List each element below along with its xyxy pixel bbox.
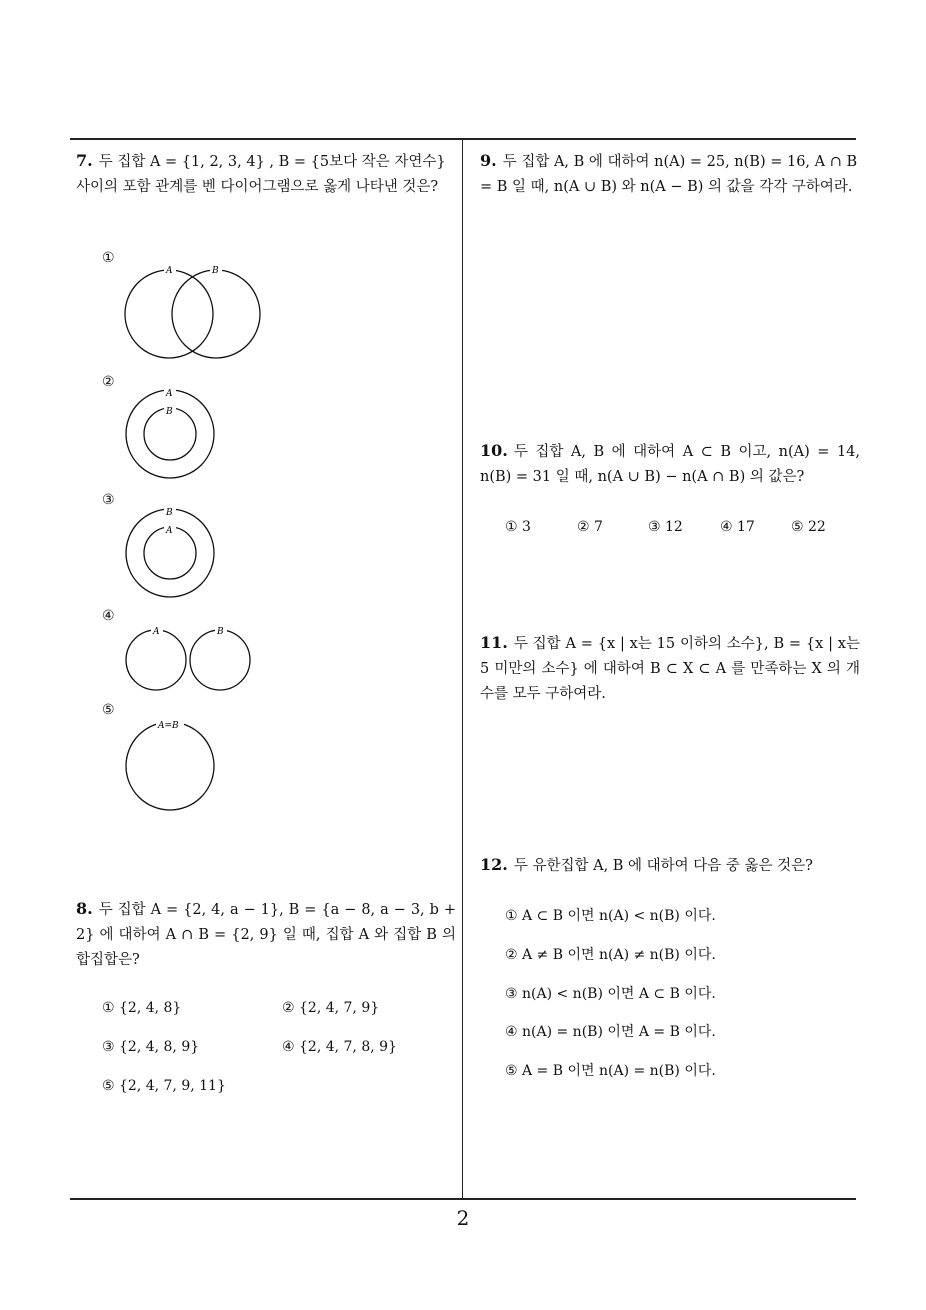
venn-label-b: B <box>217 627 224 637</box>
q7-option-5-venn <box>118 716 228 816</box>
venn-label-a: A <box>166 266 173 276</box>
question-8 <box>76 896 456 973</box>
q12-option-2[interactable]: ② A ≠ B 이면 n(A) ≠ n(B) 이다. <box>505 947 716 963</box>
q8-option-2[interactable]: ② {2, 4, 7, 9} <box>282 1000 380 1016</box>
question-11-text: 두 집합 A = {x | x는 15 이하의 소수}, B = {x | x는 5 미만의 소수} 에 대하여 B ⊂ X ⊂ A 를 만족하는 X 의 개수를 모두 구하여라. <box>480 636 860 702</box>
q7-option-2-mark[interactable]: ② <box>102 374 115 390</box>
question-12 <box>480 852 860 879</box>
q7-option-1-mark[interactable]: ① <box>102 250 115 266</box>
question-10-text: 두 집합 A, B 에 대하여 A ⊂ B 이고, n(A) = 14, n(B) = 31 일 때, n(A ∪ B) − n(A ∩ B) 의 값은? <box>480 444 860 485</box>
question-7-text: 두 집합 A = {1, 2, 3, 4} , B = {5보다 작은 자연수} 사이의 포함 관계를 벤 다이어그램으로 옳게 나타낸 것은? <box>76 154 446 195</box>
q7-option-2-venn <box>118 384 228 484</box>
venn-circle-b <box>126 509 214 597</box>
q12-option-4[interactable]: ④ n(A) = n(B) 이면 A = B 이다. <box>505 1024 716 1040</box>
q10-option-2[interactable]: ② 7 <box>577 519 603 535</box>
venn-circle-b <box>190 630 250 690</box>
q7-option-3-venn <box>118 503 228 603</box>
question-8-text: 두 집합 A = {2, 4, a − 1}, B = {a − 8, a − 3, b + 2} 에 대하여 A ∩ B = {2, 9} 일 때, 집합 A 와 집합 B 의 합집합은? <box>76 902 456 968</box>
venn-label-a: A <box>166 389 173 399</box>
question-9-number: 9. <box>480 151 497 170</box>
venn-label-b: B <box>212 266 219 276</box>
q10-option-4[interactable]: ④ 17 <box>720 519 755 535</box>
q8-option-4[interactable]: ④ {2, 4, 7, 8, 9} <box>282 1039 397 1055</box>
question-9-text: 두 집합 A, B 에 대하여 n(A) = 25, n(B) = 16, A ∩ B = B 일 때, n(A ∪ B) 와 n(A − B) 의 값을 각각 구하여라. <box>480 154 858 195</box>
venn-circle-equal <box>126 722 214 810</box>
q7-option-1-venn <box>118 262 268 362</box>
q7-option-4-venn <box>118 622 258 697</box>
q12-option-1[interactable]: ① A ⊂ B 이면 n(A) < n(B) 이다. <box>505 908 716 924</box>
q12-option-3[interactable]: ③ n(A) < n(B) 이면 A ⊂ B 이다. <box>505 986 716 1002</box>
venn-circle-a <box>126 390 214 478</box>
question-7 <box>76 148 456 200</box>
venn-circle-a <box>126 630 186 690</box>
q12-option-5[interactable]: ⑤ A = B 이면 n(A) = n(B) 이다. <box>505 1063 716 1079</box>
q7-option-4-mark[interactable]: ④ <box>102 608 115 624</box>
question-12-text: 두 유한집합 A, B 에 대하여 다음 중 옳은 것은? <box>513 858 813 874</box>
q10-option-5[interactable]: ⑤ 22 <box>791 519 826 535</box>
venn-label-b: B <box>166 407 173 417</box>
q8-option-1[interactable]: ① {2, 4, 8} <box>102 1000 182 1016</box>
q7-option-5-mark[interactable]: ⑤ <box>102 702 115 718</box>
q8-option-3[interactable]: ③ {2, 4, 8, 9} <box>102 1039 200 1055</box>
question-10 <box>480 438 860 490</box>
q8-option-5[interactable]: ⑤ {2, 4, 7, 9, 11} <box>102 1078 226 1094</box>
venn-circle-a <box>125 270 213 358</box>
q10-option-1[interactable]: ① 3 <box>505 519 531 535</box>
q7-option-3-mark[interactable]: ③ <box>102 492 115 508</box>
question-7-number: 7. <box>76 151 93 170</box>
venn-circle-b <box>172 270 260 358</box>
question-12-number: 12. <box>480 855 508 874</box>
question-11-number: 11. <box>480 633 508 652</box>
page-number: 2 <box>456 1206 470 1230</box>
question-10-number: 10. <box>480 441 508 460</box>
question-11 <box>480 630 860 707</box>
venn-label-b: B <box>166 508 173 518</box>
column-divider <box>462 138 463 1200</box>
question-8-number: 8. <box>76 899 93 918</box>
venn-label-equal: A=B <box>158 721 179 731</box>
venn-label-a: A <box>153 627 160 637</box>
venn-label-a: A <box>166 526 173 536</box>
q10-option-3[interactable]: ③ 12 <box>648 519 683 535</box>
question-9 <box>480 148 860 200</box>
